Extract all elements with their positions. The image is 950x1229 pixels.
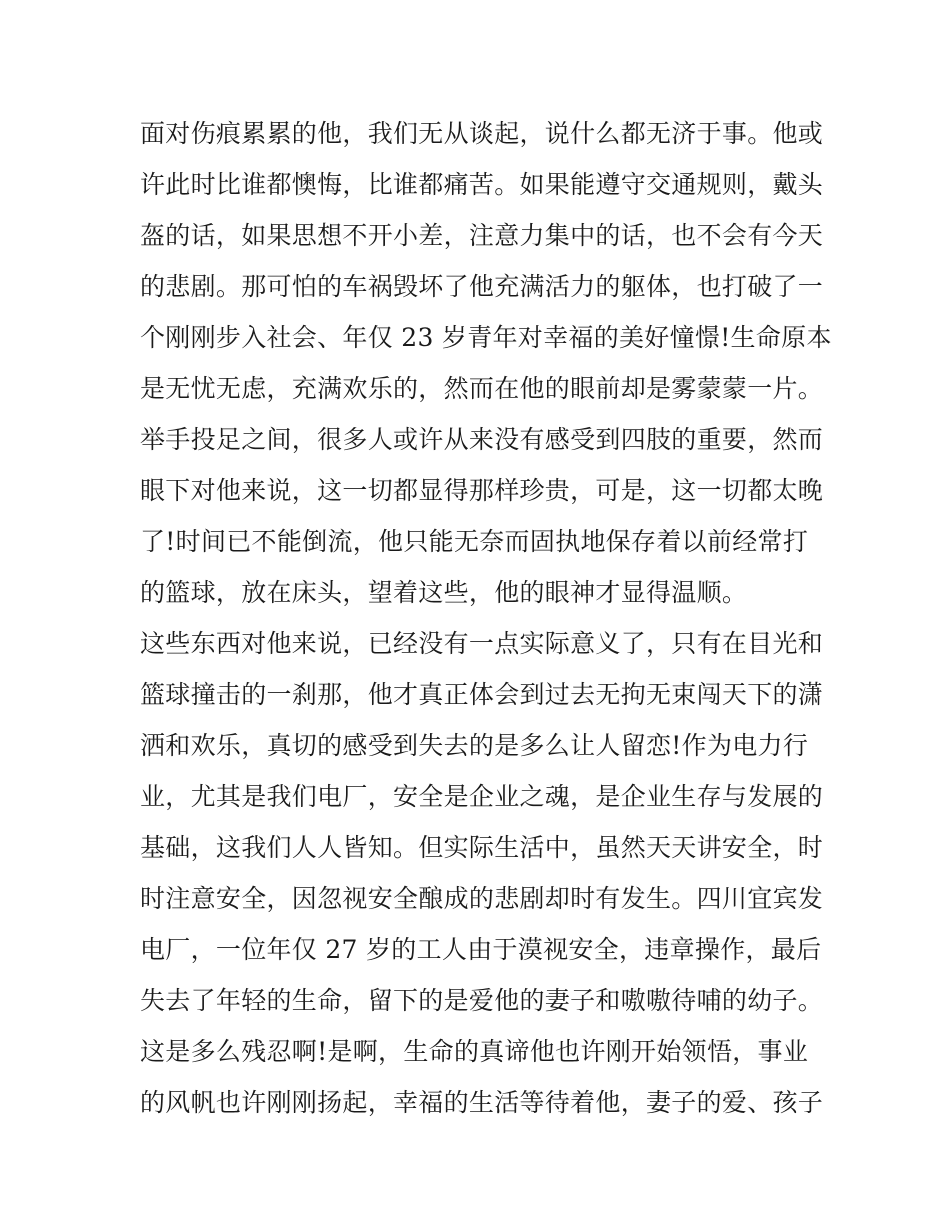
text-line: 失去了年轻的生命，留下的是爱他的妻子和嗷嗷待哺的幼子。 xyxy=(140,986,824,1015)
text-line: 这些东西对他来说，已经没有一点实际意义了，只有在目光和 xyxy=(140,629,824,658)
text-line: 了!时间已不能倒流，他只能无奈而固执地保存着以前经常打 xyxy=(140,527,809,556)
text-line: 盔的话，如果思想不开小差，注意力集中的话，也不会有今天 xyxy=(140,221,824,250)
text-line: 的悲剧。那可怕的车祸毁坏了他充满活力的躯体，也打破了一 xyxy=(140,272,824,301)
text-line: 许此时比谁都懊悔，比谁都痛苦。如果能遵守交通规则，戴头 xyxy=(140,170,824,199)
text-line: 是无忧无虑，充满欢乐的，然而在他的眼前却是雾蒙蒙一片。 xyxy=(140,374,824,403)
text-line: 时注意安全，因忽视安全酿成的悲剧却时有发生。四川宜宾发 xyxy=(140,884,824,913)
body-text xyxy=(140,108,832,1128)
text-line: 的风帆也许刚刚扬起，幸福的生活等待着他，妻子的爱、孩子 xyxy=(140,1088,824,1117)
text-line: 基础，这我们人人皆知。但实际生活中，虽然天天讲安全，时 xyxy=(140,833,824,862)
text-line: 眼下对他来说，这一切都显得那样珍贵，可是，这一切都太晚 xyxy=(140,476,824,505)
text-line: 这是多么残忍啊!是啊，生命的真谛他也许刚开始领悟，事业 xyxy=(140,1037,809,1066)
text-line: 电厂，一位年仅 27 岁的工人由于漠视安全，违章操作，最后 xyxy=(140,935,822,964)
text-line: 的篮球，放在床头，望着这些，他的眼神才显得温顺。 xyxy=(140,578,748,607)
text-line: 洒和欢乐，真切的感受到失去的是多么让人留恋!作为电力行 xyxy=(140,731,809,760)
text-line: 个刚刚步入社会、年仅 23 岁青年对幸福的美好憧憬!生命原本 xyxy=(140,323,832,352)
text-line: 篮球撞击的一刹那，他才真正体会到过去无拘无束闯天下的潇 xyxy=(140,680,824,709)
text-line: 举手投足之间，很多人或许从来没有感受到四肢的重要，然而 xyxy=(140,425,824,454)
text-line: 面对伤痕累累的他，我们无从谈起，说什么都无济于事。他或 xyxy=(140,119,824,148)
text-line: 业，尤其是我们电厂，安全是企业之魂，是企业生存与发展的 xyxy=(140,782,824,811)
